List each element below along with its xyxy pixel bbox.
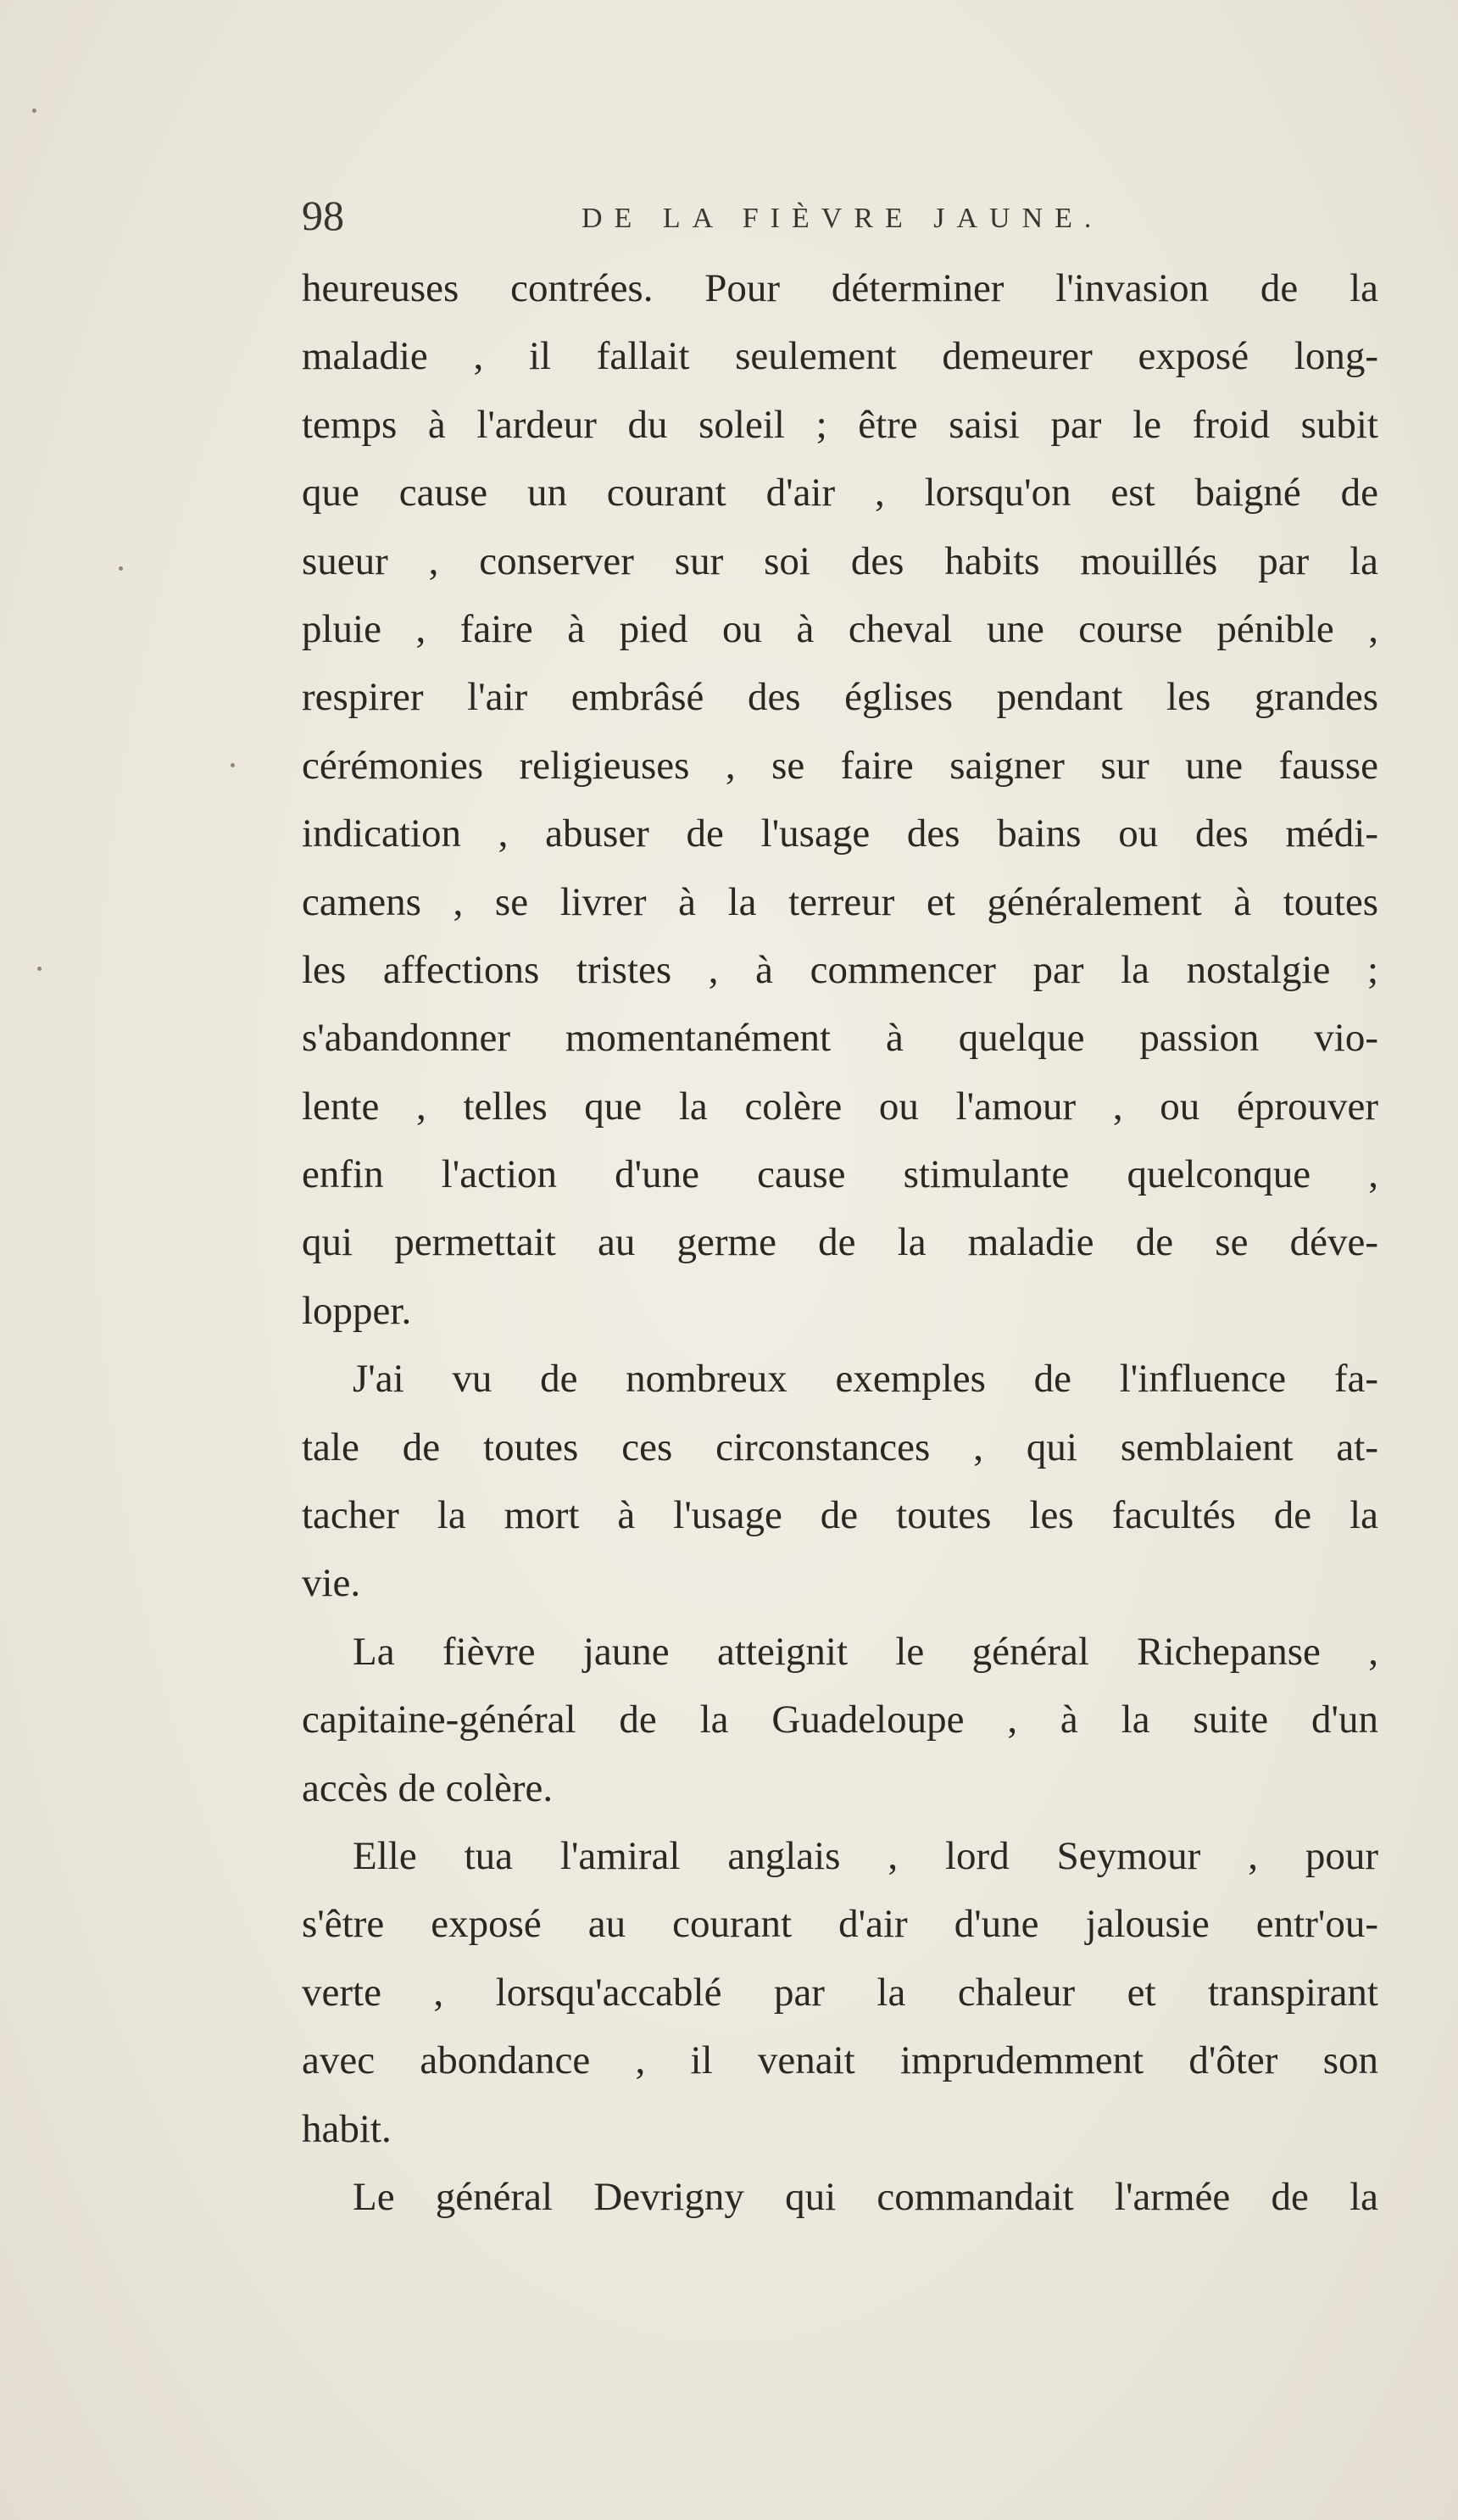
- text-line: cérémonies religieuses , se faire saigner sur une fausse: [302, 743, 1378, 788]
- text-line: lente , telles que la colère ou l'amour , ou éprouver: [302, 1084, 1378, 1129]
- text-line: s'être exposé au courant d'air d'une jalousie entr'ou-: [302, 1902, 1378, 1947]
- body-text: [302, 254, 1378, 2231]
- text-line: enfin l'action d'une cause stimulante quelconque ,: [302, 1152, 1378, 1197]
- text-line: lopper.: [302, 1288, 412, 1333]
- text-line: pluie , faire à pied ou à cheval une course pénible ,: [302, 606, 1378, 651]
- text-line: camens , se livrer à la terreur et généralement à toutes: [302, 879, 1378, 924]
- text-line: temps à l'ardeur du soleil ; être saisi par le froid subit: [302, 402, 1378, 447]
- paper-speck: [32, 109, 36, 113]
- text-line: vie.: [302, 1561, 361, 1606]
- text-line: heureuses contrées. Pour déterminer l'invasion de la: [302, 266, 1378, 310]
- text-line: tale de toutes ces circonstances , qui semblaient at-: [302, 1424, 1378, 1469]
- text-line: avec abondance , il venait imprudemment d'ôter son: [302, 2038, 1378, 2083]
- text-line: s'abandonner momentanément à quelque passion vio-: [302, 1016, 1378, 1061]
- page-header: [302, 188, 1378, 243]
- text-line: les affections tristes , à commencer par la nostalgie ;: [302, 947, 1378, 992]
- text-line: tacher la mort à l'usage de toutes les facultés de la: [302, 1493, 1378, 1538]
- text-line: La fièvre jaune atteignit le général Richepanse ,: [353, 1629, 1378, 1674]
- text-line: J'ai vu de nombreux exemples de l'influence fa-: [353, 1357, 1378, 1402]
- text-line: que cause un courant d'air , lorsqu'on est baigné de: [302, 471, 1378, 516]
- text-line: capitaine-général de la Guadeloupe , à la suite d'un: [302, 1698, 1378, 1742]
- text-line: habit.: [302, 2106, 392, 2151]
- text-line: accès de colère.: [302, 1765, 554, 1810]
- paper-speck: [119, 566, 123, 571]
- text-line: sueur , conserver sur soi des habits mouillés par la: [302, 538, 1378, 583]
- text-line: Le général Devrigny qui commandait l'armée de la: [353, 2174, 1378, 2219]
- paper-speck: [231, 763, 235, 767]
- text-line: indication , abuser de l'usage des bains ou des médi-: [302, 811, 1378, 856]
- text-line: respirer l'air embrâsé des églises pendant les grandes: [302, 675, 1378, 720]
- page-number: 98: [302, 192, 344, 239]
- text-line: Elle tua l'amiral anglais , lord Seymour , pour: [353, 1833, 1378, 1878]
- paper-speck: [37, 967, 42, 971]
- running-title: DE LA FIÈVRE JAUNE.: [582, 203, 1104, 234]
- text-line: qui permettait au germe de la maladie de se déve-: [302, 1220, 1378, 1265]
- text-line: maladie , il fallait seulement demeurer exposé long-: [302, 334, 1378, 379]
- text-line: verte , lorsqu'accablé par la chaleur et transpirant: [302, 1970, 1378, 2015]
